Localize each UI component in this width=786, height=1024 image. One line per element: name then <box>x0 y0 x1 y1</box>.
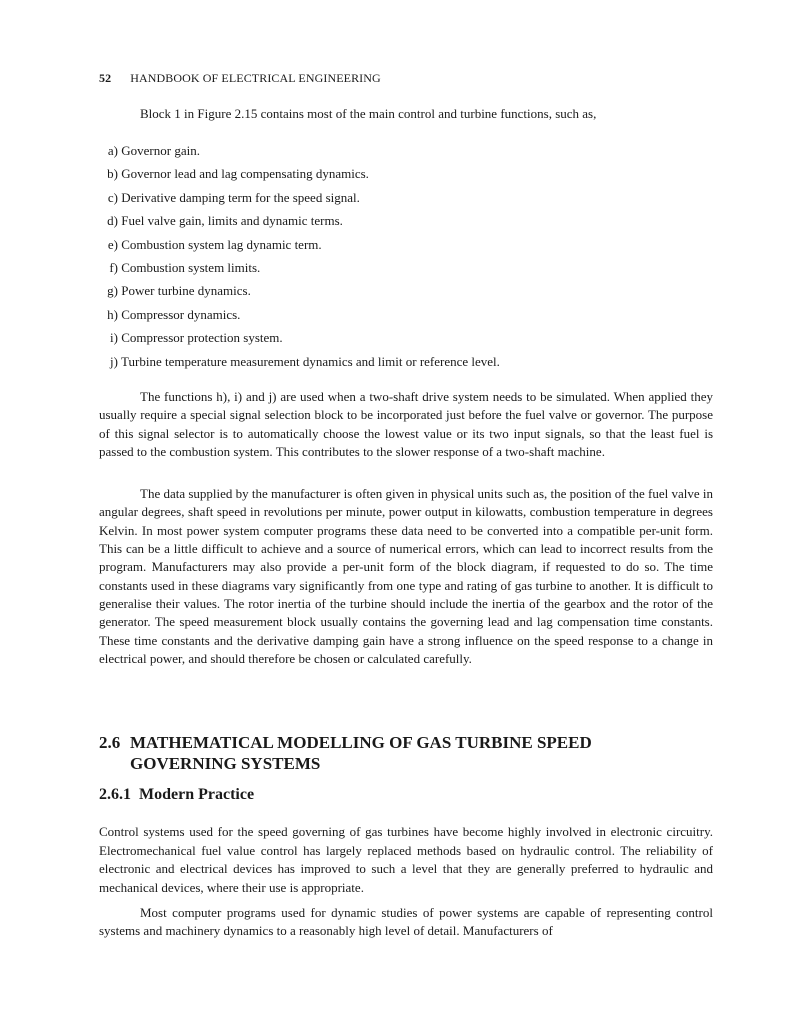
running-title: HANDBOOK OF ELECTRICAL ENGINEERING <box>130 71 381 85</box>
list-item <box>99 139 719 162</box>
list-text: Power turbine dynamics. <box>121 283 251 299</box>
list-marker: f) <box>109 259 118 275</box>
list-marker: j) <box>110 353 118 369</box>
list-text: Turbine temperature measurement dynamics and limit or reference level. <box>121 353 500 369</box>
page-number: 52 <box>99 71 112 85</box>
list-item <box>99 350 719 373</box>
running-header <box>99 71 381 86</box>
list-marker: d) <box>107 213 118 229</box>
subsection-heading <box>99 786 254 804</box>
list-marker: a) <box>107 143 118 158</box>
list-marker: g) <box>107 283 118 299</box>
list-item <box>99 162 719 185</box>
list-marker: c) <box>107 189 118 205</box>
list-item <box>99 186 719 209</box>
paragraph-computer-programs: Most computer programs used for dynamic studies of power systems are capable of representing control systems and machinery dynamics to a reasonably high level of detail. Manufacturers of <box>99 905 713 939</box>
list-marker: e) <box>107 236 118 252</box>
list-item <box>99 326 719 349</box>
list-item <box>99 256 719 279</box>
list-item <box>99 233 719 256</box>
list-marker: b) <box>107 166 118 182</box>
list-text: Derivative damping term for the speed signal. <box>121 189 360 205</box>
list-item <box>99 279 719 302</box>
section-title-line1: MATHEMATICAL MODELLING OF GAS TURBINE SPEED <box>130 733 592 752</box>
subsection-title: Modern Practice <box>139 786 255 803</box>
list-item <box>99 303 719 326</box>
subsection-number: 2.6.1 <box>99 786 131 803</box>
paragraph-two-shaft: The functions h), i) and j) are used when a two-shaft drive system needs to be simulated. When applied they usually require a special signal selection block to be incorporated just before the fuel valve or governor. The purpose of this signal selector is to automatically choose the lowest value or its two input signals, so that the least fuel is passed to the combustion system. This contributes to the slower response of a two-shaft machine. <box>99 389 713 460</box>
list-marker: i) <box>110 330 118 346</box>
list-text: Combustion system lag dynamic term. <box>121 236 322 252</box>
list-text: Combustion system limits. <box>121 259 261 275</box>
list-text: Compressor dynamics. <box>121 306 241 322</box>
list-marker: h) <box>107 306 118 322</box>
list-item <box>99 209 719 232</box>
section-heading <box>99 732 713 774</box>
section-number: 2.6 <box>99 733 121 752</box>
paragraph-manufacturer-data: The data supplied by the manufacturer is often given in physical units such as, the position of the fuel valve in angular degrees, shaft speed in revolutions per minute, power output in kilowatts, combustion temperature in degrees Kelvin. In most power system computer programs these data need to be converted into a compatible per-unit form. This can be a little difficult to achieve and a source of numerical errors, which can lead to incorrect results from the program. Manufacturers may also provide a per-unit form of the block diagram, if requested to do so. The time constants used in these diagrams vary significantly from one type and rating of gas turbine to another. It is difficult to generalise their values. The rotor inertia of the turbine should include the inertia of the gearbox and the rotor of the generator. The speed measurement block usually contains the governing lead and lag compensation time constants. These time constants and the derivative damping gain have a strong influence on the speed response to a change in electrical power, and should therefore be chosen or calculated carefully. <box>99 486 713 667</box>
intro-sentence: Block 1 in Figure 2.15 contains most of the main control and turbine functions, such as, <box>140 106 597 121</box>
list-text: Governor lead and lag compensating dynamics. <box>121 166 369 182</box>
function-list <box>99 139 719 373</box>
list-text: Compressor protection system. <box>121 330 283 346</box>
list-text: Governor gain. <box>121 143 200 158</box>
paragraph-control-systems: Control systems used for the speed governing of gas turbines have become highly involved in electronic circuitry. Electromechanical fuel value control has largely replaced methods based on hydraulic control. The reliability of electronic and electrical devices has improved to such a level that they are generally preferred to hydraulic and mechanical devices, where their use is appropriate. <box>99 824 713 895</box>
section-title-line2: GOVERNING SYSTEMS <box>130 754 321 773</box>
list-text: Fuel valve gain, limits and dynamic terms. <box>121 213 343 229</box>
